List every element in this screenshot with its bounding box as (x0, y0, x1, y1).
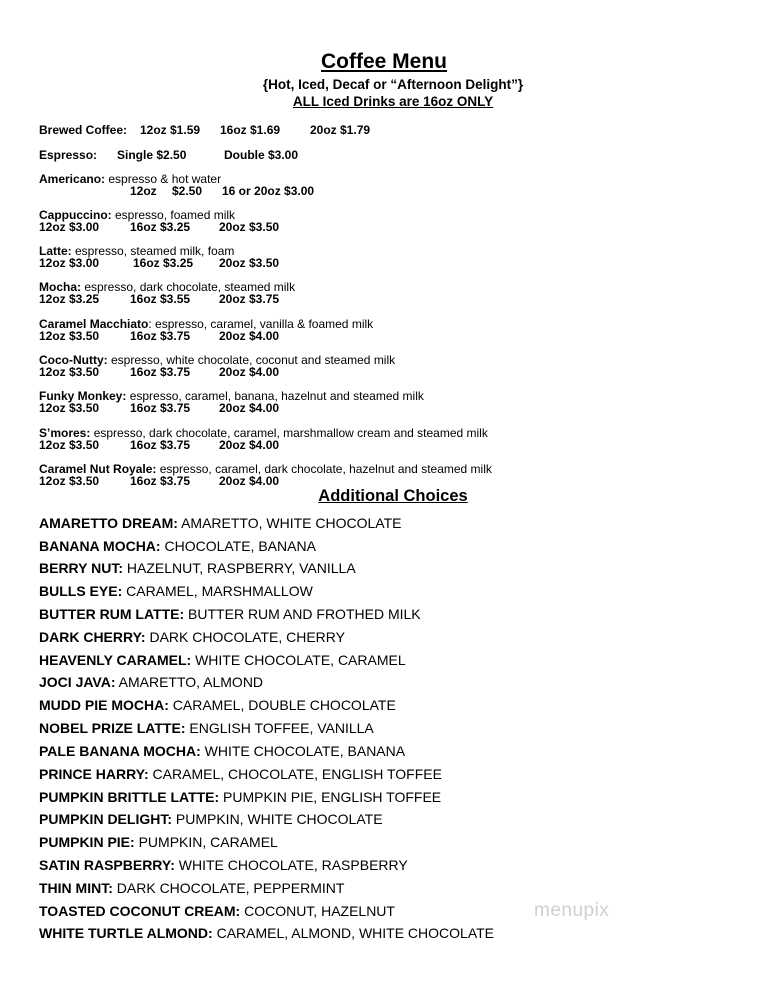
list-item (39, 697, 396, 713)
drink-name: Brewed Coffee: (39, 123, 128, 137)
menupix-watermark: menupix (534, 900, 610, 921)
price-12oz: 12oz $1.59 (140, 123, 201, 137)
drink-name: S’mores: (39, 426, 91, 440)
list-item (39, 674, 263, 690)
drink-name: Mocha: (39, 280, 81, 294)
drink-name: Caramel Macchiato (39, 317, 149, 331)
additional-choices-heading: Additional Choices (318, 487, 468, 505)
flavor-name: JOCI JAVA: (39, 674, 116, 690)
price-20oz: 20oz $4.00 (219, 329, 280, 343)
flavor-name: PUMPKIN BRITTLE LATTE: (39, 789, 220, 805)
price-20oz: 20oz $3.50 (219, 220, 280, 234)
list-item (39, 538, 316, 554)
flavor-name: DARK CHERRY: (39, 629, 146, 645)
price-16oz: 16oz $3.25 (133, 256, 194, 270)
list-item (39, 720, 374, 736)
flavor-ingredients: AMARETTO, ALMOND (115, 674, 264, 690)
list-item (39, 789, 441, 805)
price-12oz: 12oz $3.50 (39, 329, 100, 343)
list-item (39, 766, 442, 782)
price-12oz-size: 12oz (130, 184, 157, 198)
flavor-ingredients: WHITE CHOCOLATE, RASPBERRY (174, 857, 408, 873)
menu-subtitle: {Hot, Iced, Decaf or “Afternoon Delight”} (262, 77, 524, 92)
drink-name: Espresso: (39, 148, 98, 162)
list-item (39, 560, 356, 576)
drink-description: espresso, white chocolate, coconut and steamed milk (107, 353, 396, 367)
flavor-ingredients: HAZELNUT, RASPBERRY, VANILLA (123, 560, 356, 576)
price-20oz: 20oz $4.00 (219, 474, 280, 488)
price-16oz: 16oz $3.75 (130, 474, 191, 488)
flavor-name: TOASTED COCONUT CREAM: (39, 903, 241, 919)
flavor-ingredients: ENGLISH TOFFEE, VANILLA (185, 720, 374, 736)
price-16oz: 16oz $3.25 (130, 220, 191, 234)
flavor-ingredients: CARAMEL, MARSHMALLOW (122, 583, 313, 599)
price-20oz: 20oz $4.00 (219, 365, 280, 379)
drink-description: espresso, dark chocolate, caramel, marshmallow cream and steamed milk (90, 426, 488, 440)
price-12oz: 12oz $3.00 (39, 220, 100, 234)
drink-description: espresso, dark chocolate, steamed milk (81, 280, 296, 294)
flavor-name: PUMPKIN PIE: (39, 834, 135, 850)
price-12oz: 12oz $3.25 (39, 292, 100, 306)
price-16oz: 16oz $3.75 (130, 365, 191, 379)
drink-name: Coco-Nutty: (39, 353, 108, 367)
price-12oz: 12oz $3.50 (39, 401, 100, 415)
drink-name: Funky Monkey: (39, 389, 127, 403)
flavor-name: SATIN RASPBERRY: (39, 857, 175, 873)
price-16oz: 16oz $1.69 (220, 123, 281, 137)
flavor-name: AMARETTO DREAM: (39, 515, 178, 531)
flavor-name: BANANA MOCHA: (39, 538, 161, 554)
flavor-ingredients: CHOCOLATE, BANANA (160, 538, 316, 554)
flavor-name: PUMPKIN DELIGHT: (39, 811, 172, 827)
drink-description: espresso & hot water (105, 172, 222, 186)
price-16oz: 16oz $3.55 (130, 292, 191, 306)
drink-name: Cappuccino: (39, 208, 112, 222)
flavor-ingredients: CARAMEL, DOUBLE CHOCOLATE (168, 697, 396, 713)
list-item (39, 834, 278, 850)
flavor-ingredients: DARK CHOCOLATE, PEPPERMINT (112, 880, 345, 896)
flavor-ingredients: DARK CHOCOLATE, CHERRY (145, 629, 345, 645)
price-20oz: 20oz $3.50 (219, 256, 280, 270)
list-item (39, 652, 406, 668)
list-item (39, 811, 383, 827)
flavor-ingredients: PUMPKIN, CARAMEL (134, 834, 278, 850)
flavor-ingredients: WHITE CHOCOLATE, BANANA (200, 743, 406, 759)
flavor-name: PRINCE HARRY: (39, 766, 149, 782)
flavor-ingredients: CARAMEL, ALMOND, WHITE CHOCOLATE (212, 925, 495, 941)
price-16-20oz: 16 or 20oz $3.00 (222, 184, 315, 198)
flavor-ingredients: AMARETTO, WHITE CHOCOLATE (177, 515, 402, 531)
iced-drinks-note: ALL Iced Drinks are 16oz ONLY (292, 94, 494, 109)
drink-description: espresso, foamed milk (111, 208, 236, 222)
drink-description: espresso, caramel, dark chocolate, hazelnut and steamed milk (156, 462, 492, 476)
flavor-ingredients: CARAMEL, CHOCOLATE, ENGLISH TOFFEE (148, 766, 442, 782)
price-12oz: $2.50 (172, 184, 203, 198)
price-12oz: 12oz $3.50 (39, 474, 100, 488)
flavor-name: MUDD PIE MOCHA: (39, 697, 169, 713)
price-12oz: 12oz $3.50 (39, 438, 100, 452)
flavor-name: NOBEL PRIZE LATTE: (39, 720, 186, 736)
price-single: Single $2.50 (117, 148, 187, 162)
flavor-ingredients: COCONUT, HAZELNUT (240, 903, 395, 919)
flavor-ingredients: BUTTER RUM AND FROTHED MILK (184, 606, 421, 622)
flavor-name: THIN MINT: (39, 880, 113, 896)
drink-name: Americano: (39, 172, 106, 186)
price-12oz: 12oz $3.00 (39, 256, 100, 270)
list-item (39, 743, 405, 759)
price-20oz: 20oz $3.75 (219, 292, 280, 306)
price-16oz: 16oz $3.75 (130, 329, 191, 343)
price-20oz: 20oz $4.00 (219, 401, 280, 415)
flavor-ingredients: PUMPKIN, WHITE CHOCOLATE (172, 811, 383, 827)
price-12oz: 12oz $3.50 (39, 365, 100, 379)
flavor-name: WHITE TURTLE ALMOND: (39, 925, 213, 941)
list-item (39, 629, 345, 645)
price-20oz: 20oz $4.00 (219, 438, 280, 452)
drink-name: Latte: (39, 244, 72, 258)
list-item (39, 903, 395, 919)
list-item (39, 515, 401, 531)
price-double: Double $3.00 (224, 148, 299, 162)
list-item (39, 880, 344, 896)
flavor-name: BULLS EYE: (39, 583, 123, 599)
menu-title: Coffee Menu (321, 50, 447, 73)
flavor-ingredients: PUMPKIN PIE, ENGLISH TOFFEE (219, 789, 442, 805)
price-20oz: 20oz $1.79 (310, 123, 371, 137)
list-item (39, 583, 313, 599)
list-item (39, 606, 421, 622)
drink-name: Caramel Nut Royale: (39, 462, 157, 476)
list-item (39, 857, 408, 873)
drink-description: : espresso, caramel, vanilla & foamed milk (148, 317, 374, 331)
flavor-name: HEAVENLY CARAMEL: (39, 652, 192, 668)
list-item (39, 925, 494, 941)
price-16oz: 16oz $3.75 (130, 438, 191, 452)
price-16oz: 16oz $3.75 (130, 401, 191, 415)
flavor-name: BUTTER RUM LATTE: (39, 606, 185, 622)
drink-description: espresso, steamed milk, foam (71, 244, 235, 258)
flavor-name: BERRY NUT: (39, 560, 124, 576)
flavor-ingredients: WHITE CHOCOLATE, CARAMEL (191, 652, 406, 668)
flavor-name: PALE BANANA MOCHA: (39, 743, 201, 759)
drink-description: espresso, caramel, banana, hazelnut and steamed milk (126, 389, 424, 403)
